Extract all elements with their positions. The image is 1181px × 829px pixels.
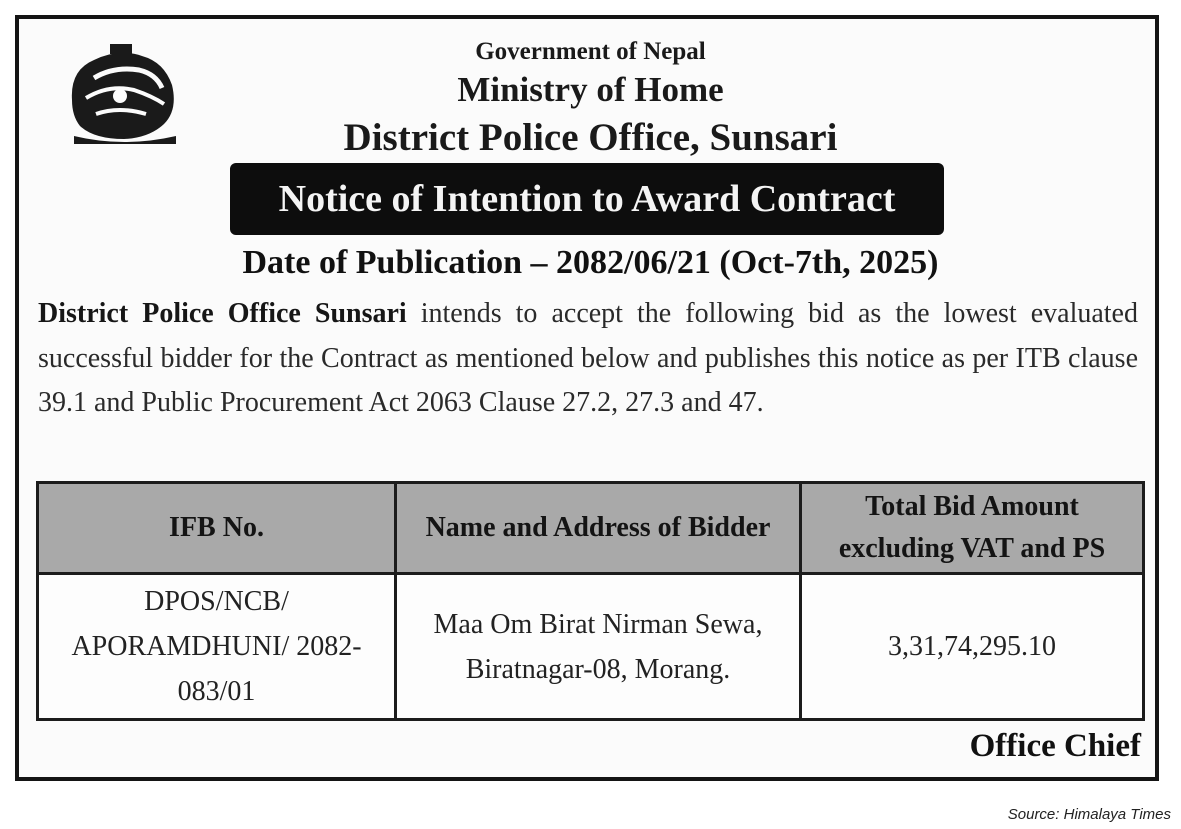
table-header-row bbox=[38, 483, 1144, 574]
cell-amount: 3,31,74,295.10 bbox=[801, 574, 1144, 720]
notice-body bbox=[38, 292, 1138, 426]
publication-date: Date of Publication – 2082/06/21 (Oct-7th, 2025) bbox=[242, 244, 939, 281]
cell-ifb-no: DPOS/NCB/ APORAMDHUNI/ 2082-083/01 bbox=[38, 574, 396, 720]
source-credit: Source: Himalaya Times bbox=[1007, 806, 1171, 823]
header-bidder: Name and Address of Bidder bbox=[396, 483, 801, 574]
office-heading: District Police Office, Sunsari bbox=[343, 116, 838, 159]
body-office-name: District Police Office Sunsari bbox=[38, 298, 407, 329]
header-amount: Total Bid Amount excluding VAT and PS bbox=[801, 483, 1144, 574]
ministry-heading: Ministry of Home bbox=[457, 70, 724, 109]
notice-title-banner: Notice of Intention to Award Contract bbox=[230, 163, 944, 235]
government-heading: Government of Nepal bbox=[475, 38, 706, 65]
signature: Office Chief bbox=[969, 728, 1141, 764]
cell-bidder: Maa Om Birat Nirman Sewa, Biratnagar-08, Morang. bbox=[396, 574, 801, 720]
award-table bbox=[36, 481, 1145, 721]
body-text: intends to accept the following bid as the lowest evaluated successful bidder for the Contract as mentioned below and publishes this notice as per ITB clause 39.1 and Public Procurement Act 2063 Clause 27.2, 27.3 and 47. bbox=[38, 298, 1138, 418]
header-ifb-no: IFB No. bbox=[38, 483, 396, 574]
table-row bbox=[38, 574, 1144, 720]
